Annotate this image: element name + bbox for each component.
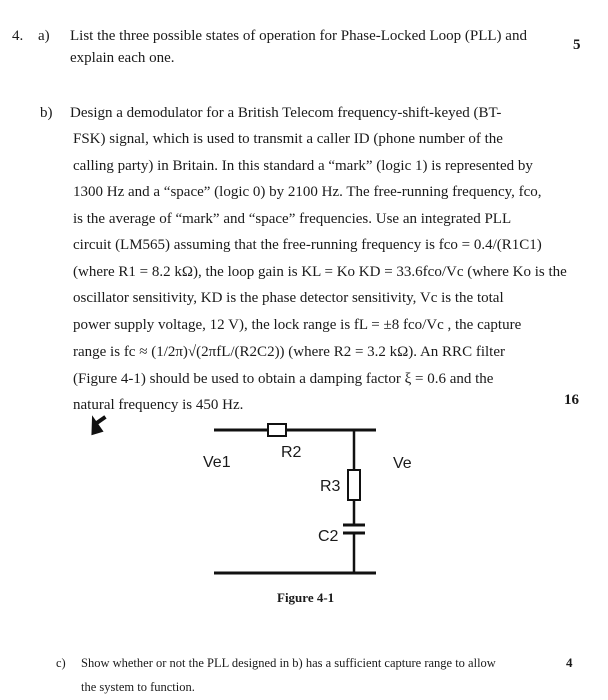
- part-c-line-2: the system to function.: [81, 680, 195, 694]
- part-b-line-6: circuit (LM565) assuming that the free-running frequency is fco = 0.4/(R1C1): [73, 237, 542, 253]
- r3-resistor: [348, 470, 360, 500]
- part-a-label: a): [38, 28, 50, 44]
- ve1-label: Ve1: [203, 454, 231, 471]
- part-b-line-10: range is fc ≈ (1/2π)√(2πfL/(R2C2)) (where R2 = 3.2 kΩ). An RRC filter: [73, 344, 505, 360]
- part-a-line-2: explain each one.: [70, 50, 175, 66]
- part-b-marks: 16: [564, 392, 579, 408]
- part-b-line-7: (where R1 = 8.2 kΩ), the loop gain is KL = Ko KD = 33.6fco/Vc (where Ko is the: [73, 264, 567, 280]
- figure-caption: Figure 4-1: [277, 590, 335, 605]
- rrc-filter-diagram: [190, 415, 400, 585]
- part-b-line-12: natural frequency is 450 Hz.: [73, 397, 244, 413]
- part-b-line-3: calling party) in Britain. In this standard a “mark” (logic 1) is represented by: [73, 158, 533, 174]
- r2-resistor: [268, 424, 286, 436]
- r2-label: R2: [281, 444, 302, 461]
- part-b-line-2: FSK) signal, which is used to transmit a caller ID (phone number of the: [73, 131, 503, 147]
- part-c-line-1: Show whether or not the PLL designed in b) has a sufficient capture range to allow: [81, 656, 496, 670]
- ve-label: Ve: [393, 455, 412, 472]
- part-b-label: b): [40, 105, 53, 121]
- part-c-label: c): [56, 656, 66, 670]
- mouse-cursor-icon: [84, 412, 110, 441]
- question-number: 4.: [12, 28, 24, 44]
- part-a-line-1: List the three possible states of operation for Phase-Locked Loop (PLL) and: [70, 28, 527, 44]
- part-a-marks: 5: [573, 37, 581, 53]
- part-b-line-11: (Figure 4-1) should be used to obtain a damping factor ξ = 0.6 and the: [73, 371, 494, 387]
- part-b-line-4: 1300 Hz and a “space” (logic 0) by 2100 Hz. The free-running frequency, fco,: [73, 184, 542, 200]
- part-b-line-9: power supply voltage, 12 V), the lock range is fL = ±8 fco/Vc , the capture: [73, 317, 522, 333]
- part-b-line-1: Design a demodulator for a British Telecom frequency-shift-keyed (BT-: [70, 105, 502, 121]
- c2-label: C2: [318, 528, 339, 545]
- r3-label: R3: [320, 478, 341, 495]
- part-c-marks: 4: [566, 655, 573, 670]
- part-b-line-8: oscillator sensitivity, KD is the phase detector sensitivity, Vc is the total: [73, 290, 504, 306]
- part-b-line-5: is the average of “mark” and “space” frequencies. Use an integrated PLL: [73, 211, 512, 227]
